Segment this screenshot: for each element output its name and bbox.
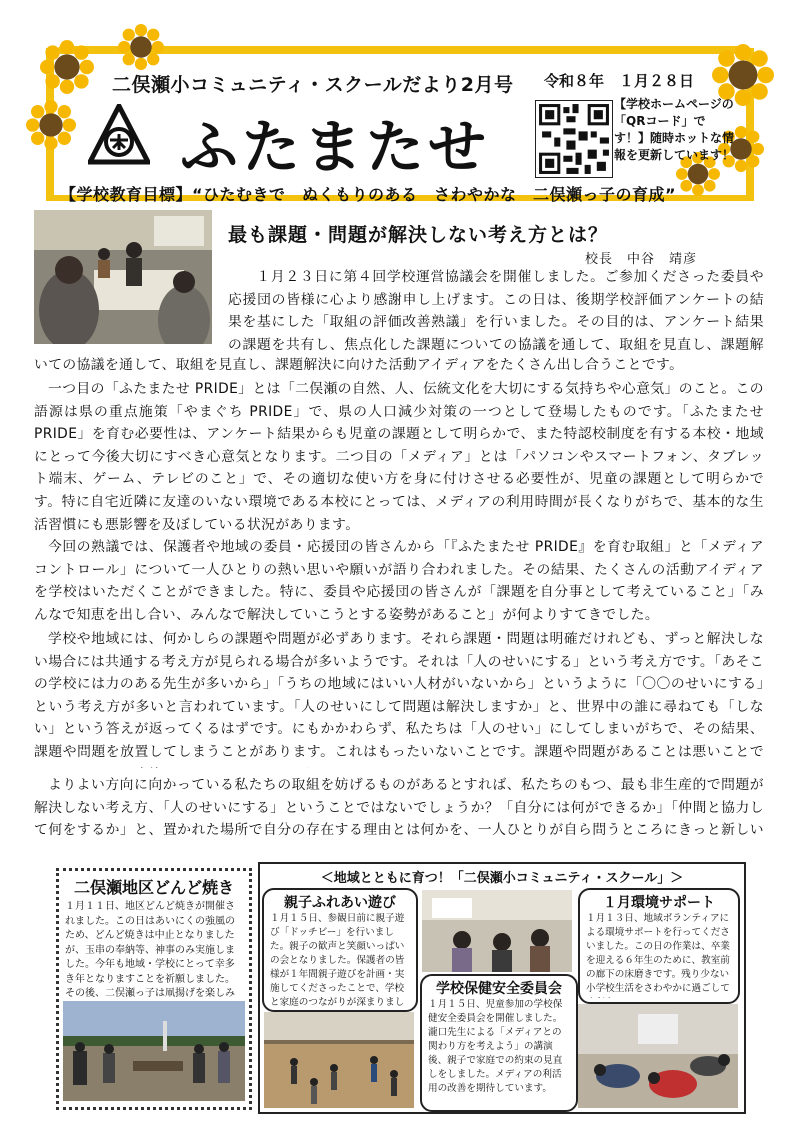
school-goal: 【学校教育目標】“ひたむきで ぬくもりのある さわやかな 二俣瀬っ子の育成” — [60, 185, 677, 204]
sunflower-icon — [118, 24, 164, 70]
community-header: ＜地域とともに育つ！「二俣瀬小コミュニティ・スクール」＞ — [320, 871, 684, 886]
hoken-body: １月１５日、児童参加の学校保健安全委員会を開催しました。瀧口先生による「メディアとの関わり方を考えよう」の講演後、親子で家庭での約束の見直しをしました。メディアの利活用の改善を期待しています。 — [428, 999, 563, 1094]
article-paragraph-1b: いての協議を通して、取組を見直し、課題解決に向けた活動アイディアをたくさん出し合うことです。 — [34, 357, 684, 373]
kankyo-photo — [578, 1004, 738, 1108]
article-title: 最も課題・問題が解決しない考え方とは？ — [228, 224, 609, 246]
kankyo-box — [578, 888, 740, 1004]
article-paragraph-1a: １月２３日に第４回学校運営協議会を開催しました。ご参加くださった委員や応援団の皆様に心より感謝申し上げます。この日は、後期学校評価アンケートの結果を基にした「取組の評価改善熟議」を行いました。その目的は、アンケート結果の課題を共有し、焦点化した課題についての協議を通して、取組を見直し、課題解 — [228, 269, 764, 353]
oyako-title: 親子ふれあい遊び — [284, 895, 396, 911]
article-paragraph-4: 学校や地域には、何かしらの課題や問題が必ずあります。それら課題・問題は明確だけれども、ずっと解決しない場合には共通する考え方が見られる場合が多いようです。それは「人のせいにする」という考え方です。「あそこの学校には力のある先生が多いから」「うちの地域にはいい人材がいないから」というように「〇〇のせいにする」という考え方が多いと言われています。「人のせいにして問題は解決しますか」と、世界中の誰に尋ねても「しない」という答えが返ってくるはずです。にもかかわらず、私たちは「人のせい」にしてしまいがちで、その結果、課題や問題を放置してしまうことがあります。これはもったいないことです。課題や問題があることは悪いことで — [34, 631, 764, 760]
dondo-body: １月１１日、地区どんど焼きが開催されました。この日はあいにくの強風のため、どんど焼きは中止となりましたが、玉串の奉納等、神事のみ実施しました。今年も地域・学校にとって幸多き年となりますことを祈願しました。その後、二俣瀬っ子は凧揚げを楽しみ — [65, 901, 235, 999]
oyako-box — [262, 888, 418, 1012]
school-emblem-icon — [88, 104, 150, 166]
qr-code-icon[interactable] — [535, 100, 613, 178]
issue-date: 令和８年 １月２８日 — [544, 72, 695, 90]
dondo-photo — [63, 1001, 245, 1101]
dondo-title: 二俣瀬地区どんど焼き — [73, 878, 234, 897]
oyako-body: １月１５日、参観日前に親子遊び「ドッチビー」を行いました。親子の歓声と笑顔いっぱいの会となりました。保護者の皆様が１年間親子遊びを計画・実施してくださったことで、学校と家庭のつながりが深まりまし — [270, 913, 405, 1008]
oyako-photo — [264, 1012, 414, 1108]
sunflower-icon — [40, 40, 94, 94]
newsletter-title: ふたまたせ — [180, 113, 491, 181]
article-author: 校長 中谷 靖彦 — [585, 252, 698, 267]
dondo-box — [56, 868, 252, 1110]
qr-caption: 【学校ホームページの「QRコード」です！】随時ホットな情報を更新しています！ — [614, 97, 735, 162]
article-paragraph-2: 一つ目の「ふたまたせ PRIDE」とは「二俣瀬の自然、人、伝統文化を大切にする気持ちや心意気」のこと。この語源は県の重点施策「やまぐち PRIDE」で、県の人口減少対策の一つとして登場したものです。「ふたまたせ PRIDE」を育む必要性は、アンケート結果からも児童の課題として明らかで、また特認校制度を有する本校・地域にとって今後大切にすべき心意気となります。二つ目の「メディア」とは「パソコンやスマートフォン、タブレット端末、ゲーム、テレビのこと」で、その適切な使い方を身に付けさせる必要性が、児童の課題として明らかです。特に自宅近隣に友達のいない環境である本校にとっては、メディアの利用時間が長くなりがちで、基本的な生活習慣にも悪影響を及ぼしている状況があります。 — [34, 381, 764, 533]
kankyo-title: １月環境サポート — [603, 895, 715, 911]
article-paragraph-3: 今回の熟議では、保護者や地域の委員・応援団の皆さんから「『ふたまたせ PRIDE』を育む取組」と「メディアコントロール」について一人ひとりの熱い思いや願いが語り合われました。その結果、たくさんの活動アイディアを学校はいただくことができました。特に、委員や応援団の皆さんが「課題を自分事として考えていること」「みんなで知恵を出し合い、みんなで解決していこうとする姿勢があること」が何よりすてきでした。 — [34, 539, 764, 623]
hoken-title: 学校保健安全委員会 — [436, 981, 562, 997]
meeting-photo — [34, 210, 212, 344]
kankyo-body: １月１３日、地域ボランティアによる環境サポートを行ってくださいました。この日の作業は、卒業を迎える６年生のために、教室前の廊下の床磨きです。残り少ない小学校生活をさわやかに過ごして — [586, 913, 730, 994]
sunflower-icon — [26, 100, 76, 150]
newsletter-subtitle: 二俣瀬小コミュニティ・スクールだより2月号 — [112, 74, 514, 96]
hoken-photo — [422, 890, 572, 972]
article-paragraph-5: よりよい方向に向かっている私たちの取組を妨げるものがあるとすれば、私たちのもつ、最も非生産的で問題が解決しない考え方、「人のせいにする」ということではないでしょうか？「自分には何ができるか」「仲間と協力して何をするか」と、置かれた場所で自分の存在する理由とは何かを、一人ひとりが自ら問うところにきっと新しい — [34, 777, 764, 839]
community-box — [258, 862, 746, 1114]
hoken-box — [420, 974, 578, 1112]
